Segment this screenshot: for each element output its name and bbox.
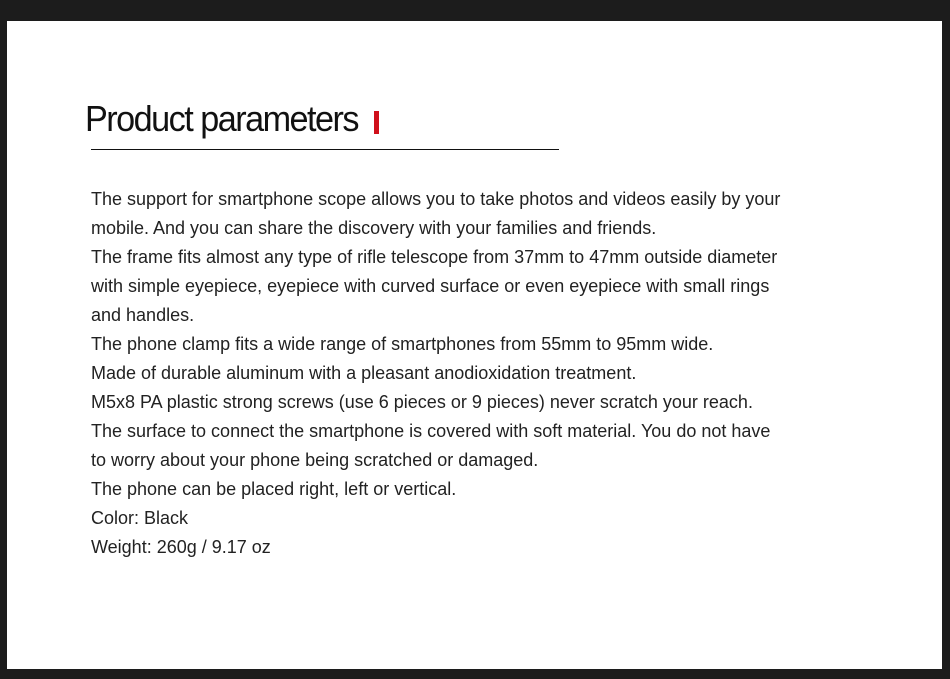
content-panel bbox=[7, 21, 942, 669]
title-block bbox=[85, 98, 379, 139]
description-line: Made of durable aluminum with a pleasant anodioxidation treatment. bbox=[91, 363, 637, 383]
description-line: and handles. bbox=[91, 305, 195, 325]
description-line: M5x8 PA plastic strong screws (use 6 pieces or 9 pieces) never scratch your reach. bbox=[91, 392, 753, 412]
description-line: The phone can be placed right, left or vertical. bbox=[91, 479, 457, 499]
description-text bbox=[91, 185, 851, 562]
page-title: Product parameters bbox=[85, 98, 358, 139]
description-line: The phone clamp fits a wide range of smartphones from 55mm to 95mm wide. bbox=[91, 334, 714, 354]
title-accent-bar bbox=[374, 111, 379, 134]
title-divider bbox=[91, 149, 559, 150]
description-line: The support for smartphone scope allows you to take photos and videos easily by your bbox=[91, 189, 781, 209]
description-line: The frame fits almost any type of rifle telescope from 37mm to 47mm outside diameter bbox=[91, 247, 778, 267]
description-line: The surface to connect the smartphone is covered with soft material. You do not have bbox=[91, 421, 771, 441]
weight-spec: Weight: 260g / 9.17 oz bbox=[91, 537, 271, 557]
description-line: mobile. And you can share the discovery with your families and friends. bbox=[91, 218, 657, 238]
color-spec: Color: Black bbox=[91, 508, 189, 528]
description-line: to worry about your phone being scratched or damaged. bbox=[91, 450, 539, 470]
description-line: with simple eyepiece, eyepiece with curved surface or even eyepiece with small rings bbox=[91, 276, 770, 296]
